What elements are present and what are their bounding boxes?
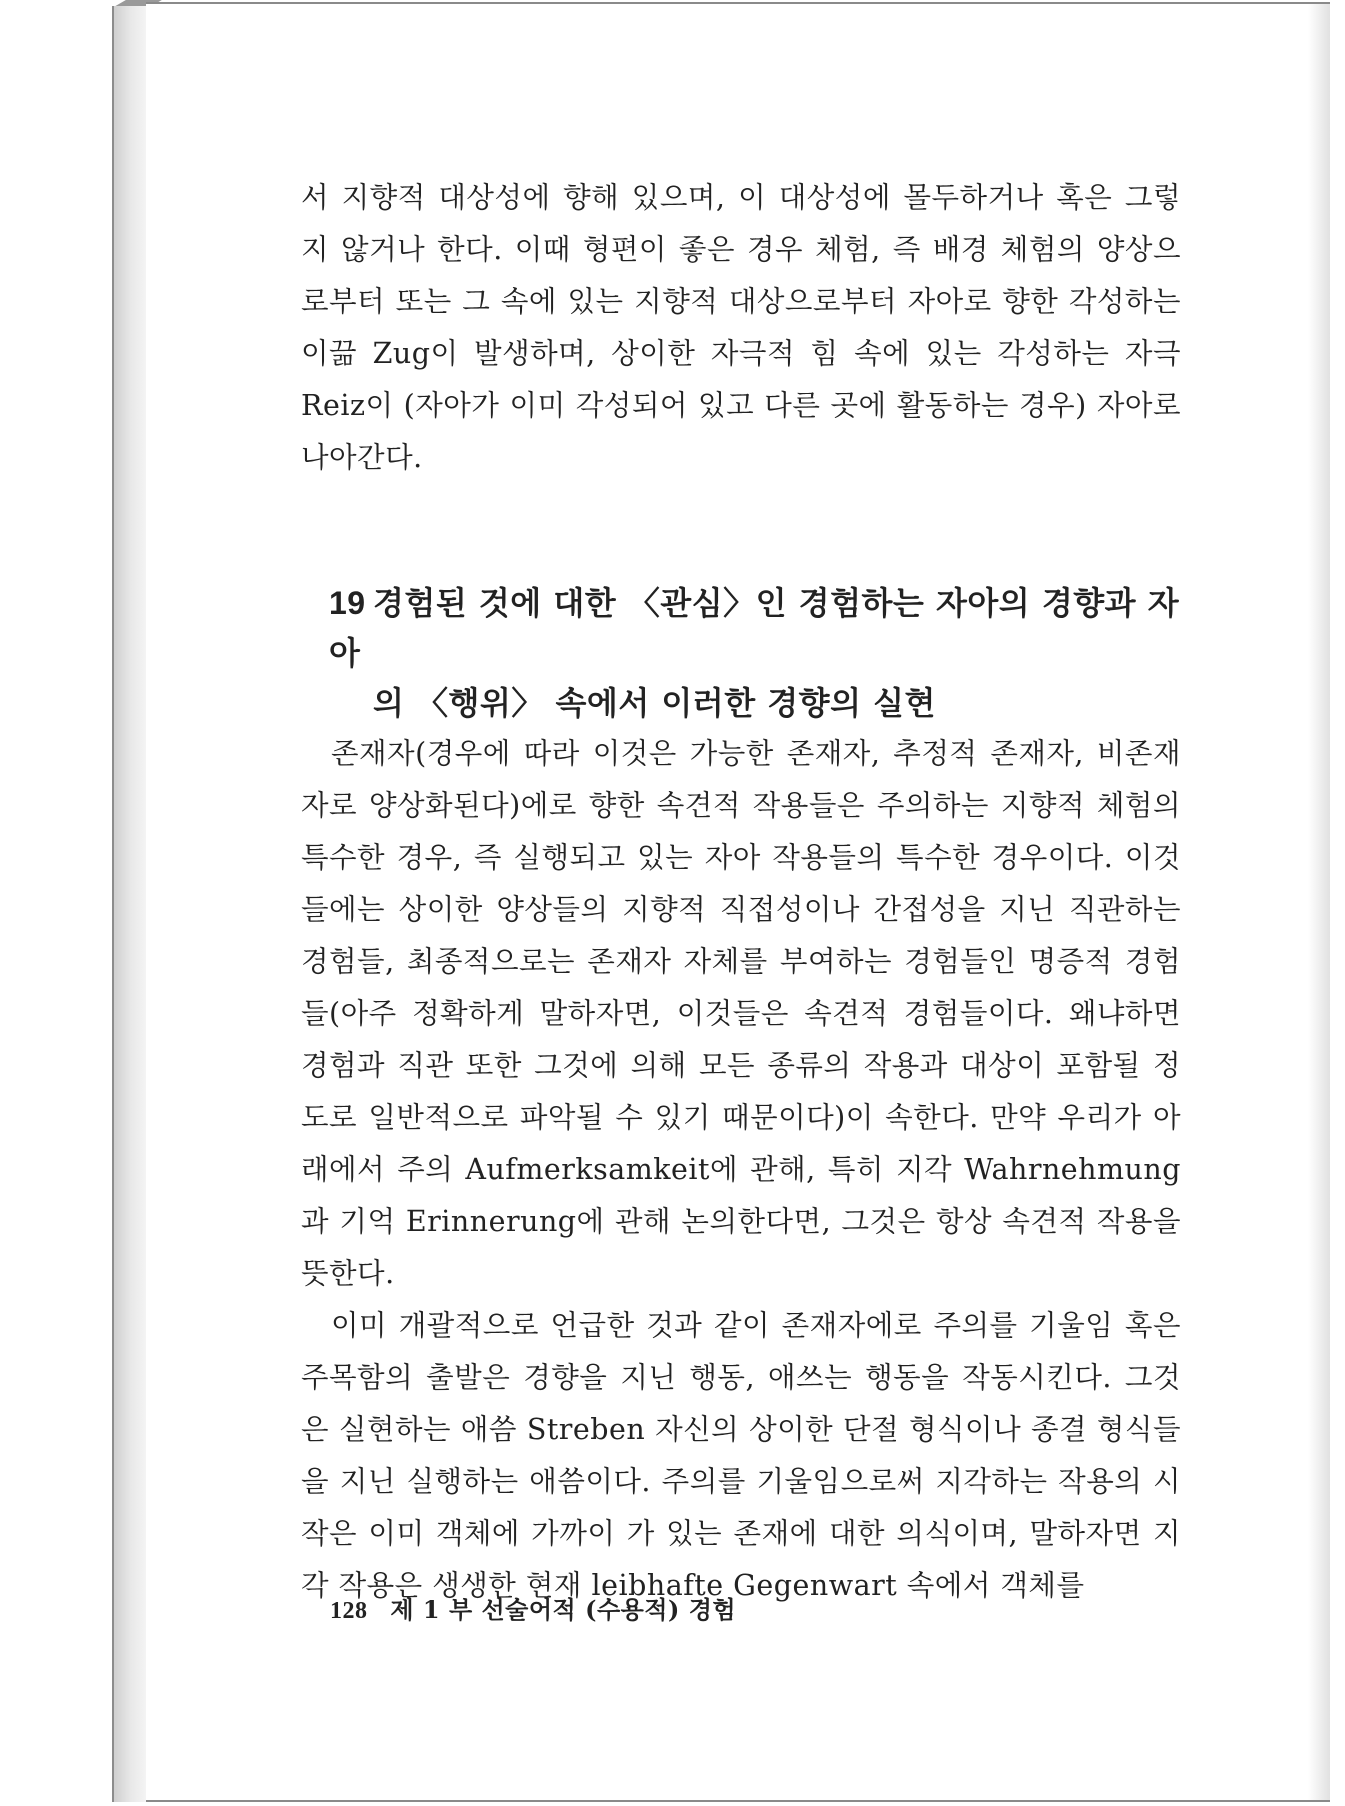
- paragraph-body: [301, 728, 1181, 1612]
- paragraph-1: 존재자(경우에 따라 이것은 가능한 존재자, 추정적 존재자, 비존재자로 양상화된다)에로 향한 속견적 작용들은 주의하는 지향적 체험의 특수한 경우, 즉 실행되고 있는 자아 작용들의 특수한 경우이다. 이것들에는 상이한 양상들의 지향적 직접성이나 간접성을 지닌 직관하는 경험들, 최종적으로는 존재자 자체를 부여하는 경험들인 명증적 경험들(아주 정확하게 말하자면, 이것들은 속견적 경험들이다. 왜냐하면 경험과 직관 또한 그것에 의해 모든 종류의 작용과 대상이 포함될 정도로 일반적으로 파악될 수 있기 때문이다)이 속한다. 만약 우리가 아래에서 주의 Aufmerksamkeit에 관해, 특히 지각 Wahrnehmung과 기억 Erinnerung에 관해 논의한다면, 그것은 항상 속견적 작용을 뜻한다.: [301, 737, 1181, 1290]
- section-title-line2: 의 〈행위〉 속에서 이러한 경향의 실현: [373, 684, 936, 722]
- running-head: 제 1 부 선술어적 (수용적) 경험: [390, 1595, 737, 1624]
- page-edge-shadow: [1308, 4, 1330, 1800]
- book-page: [146, 2, 1330, 1802]
- paragraph-2: 이미 개괄적으로 언급한 것과 같이 존재자에로 주의를 기울임 혹은 주목함의 출발은 경향을 지닌 행동, 애쓰는 행동을 작동시킨다. 그것은 실현하는 애씀 Streben 자신의 상이한 단절 형식이나 종결 형식들을 지닌 실행하는 애씀이다. 주의를 기울임으로써 지각하는 작용의 시작은 이미 객체에 가까이 가 있는 존재에 대한 의식이며, 말하자면 지각 작용은 생생한 현재 leibhafte Gegenwart 속에서 객체를: [301, 1309, 1181, 1602]
- section-title-line1: 경험된 것에 대한 〈관심〉인 경험하는 자아의 경향과 자아: [329, 584, 1180, 672]
- section-heading: [329, 578, 1181, 728]
- page-number: 128: [330, 1598, 368, 1624]
- book-spine: [112, 6, 146, 1802]
- paragraph-top-text: 서 지향적 대상성에 향해 있으며, 이 대상성에 몰두하거나 혹은 그렇지 않거나 한다. 이때 형편이 좋은 경우 체험, 즉 배경 체험의 양상으로부터 또는 그 속에 있는 지향적 대상으로부터 자아로 향한 각성하는 이끎 Zug이 발생하며, 상이한 자극적 힘 속에 있는 각성하는 자극 Reiz이 (자아가 이미 각성되어 있고 다른 곳에 활동하는 경우) 자아로 나아간다.: [301, 181, 1181, 474]
- section-number: 19: [329, 585, 366, 621]
- page-footer: [330, 1590, 736, 1625]
- paragraph-top: [301, 172, 1181, 484]
